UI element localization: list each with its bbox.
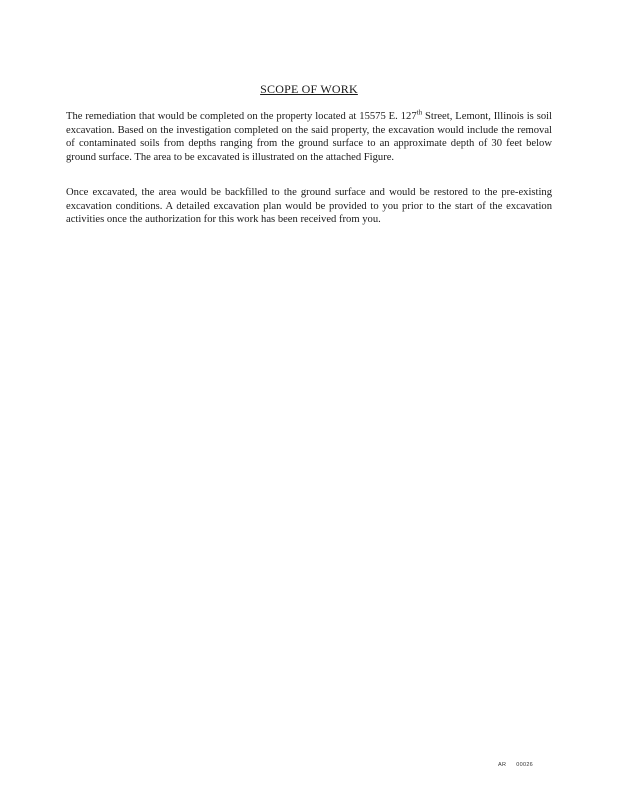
page-footer-stamp: [498, 762, 533, 768]
ordinal-suffix: th: [416, 108, 423, 117]
paragraph-scope-text-start: The remediation that would be completed on the property located at 15575 E. 127: [66, 111, 417, 122]
footer-prefix: AR: [498, 762, 507, 768]
footer-code: 00026: [516, 762, 534, 768]
paragraph-scope: [66, 110, 552, 164]
paragraph-scope-text-end: Street, Lemont, Illinois is soil excavation. Based on the investigation completed on the said property, the excavation would include the removal of contaminated soils from depths ranging from the ground surface to an approximate depth of 30 feet below ground surface. The area to be excavated is illustrated on the attached Figure.: [66, 111, 553, 163]
document-title: SCOPE OF WORK: [260, 82, 358, 96]
paragraph-backfill: Once excavated, the area would be backfilled to the ground surface and would be restored to the pre-existing excavation conditions. A detailed excavation plan would be provided to you prior to the start of the excavation activities once the authorization for this work has been received from you.: [66, 187, 552, 226]
